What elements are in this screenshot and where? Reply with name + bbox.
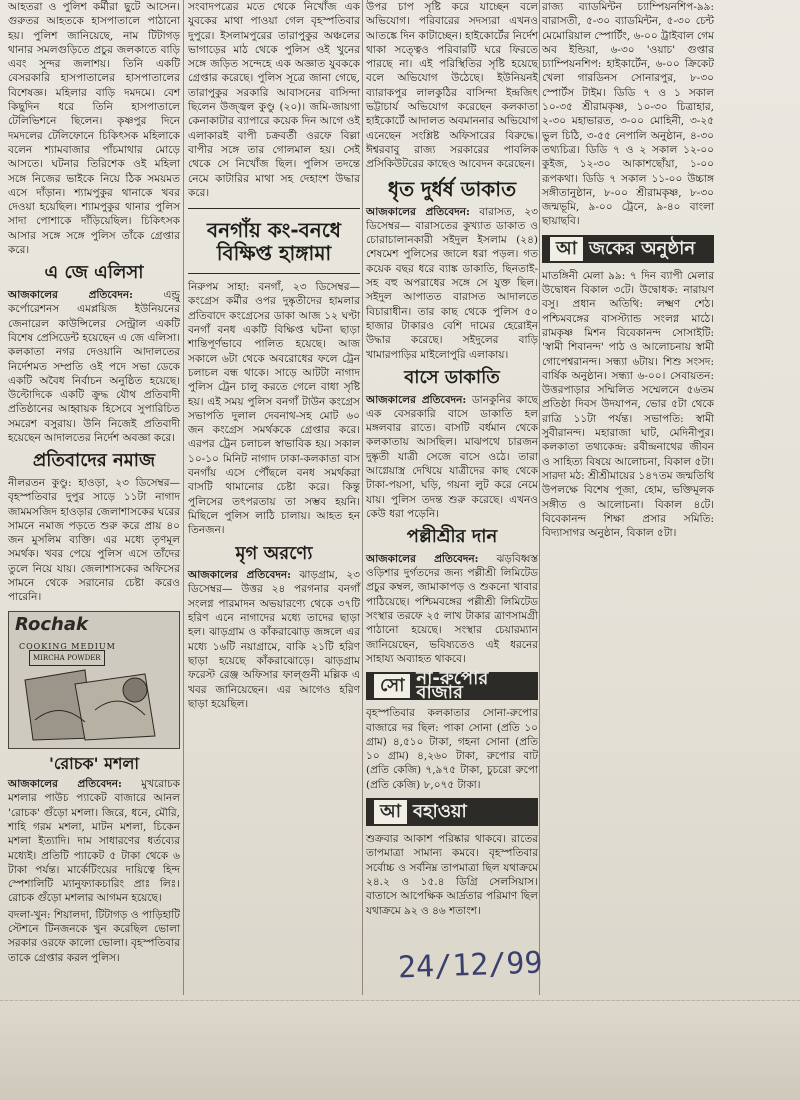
article-continued: আহতরা ও পুলিশ কর্মীরা ছুটে আসেন। গুরুতর আহতকে হাসপাতালে পাঠানো হয়। পুলিশ জানিয়েছে, নাম টিটাগড় থানার সমলগুড়িতে প্রচুর জলকাতে বাড়ি এবং সুন্দর জলাশয়। তিনি একটি বেসরকারি হাসপাতালের হাসপাতালের বিশেষজ্ঞ। মহিলার বাড়ি দমদমে। বেশ কিছুদিন ধরে তিনি হাসপাতালে টেলিভিশনে ছিলেন। কৃষ্ণপুর দিনে দমদলের টেলিফোনে চিকিৎসক মহিলাকে বলেন শ্যামবাজার পাঁচমাথার মোড়ে আসতে। ঘটনার তিরিশেক ওই মহিলা সঙ্গে নিজের ভাইকে নিয়ে ঠিক সময়মত এসে দাঁড়ান। শ্যামপুকুর থানাকে খবর দেওয়া হয়েছিল। শ্যামপুকুর থানার পুলিস সাদা পোশাকে দাঁড়িয়েছিল। চিকিৎসক আসার সঙ্গে সঙ্গে পুলিস তাঁকে গ্রেপ্তার করে। (8, 1, 180, 257)
rochak-advertisement (8, 611, 180, 749)
byline: আজকালের প্রতিবেদন: (8, 289, 134, 302)
banner-title: না-রুপোর বাজার (416, 667, 489, 704)
headline-deer-forest: মৃগ অরণ্যে (235, 542, 313, 564)
article-gold-silver-rates: বৃহস্পতিবার কলকাতার সোনা-রুপোর বাজারে দর ছিল: পাকা সোনা (প্রতি ১০ গ্রাম) ৪,৫১০ টাকা, গহনা সোনা (প্রতি ১০ গ্রাম) ৪,২৬০ টাকা, রুপোর বাট (প্রতি কেজি) ৭,৯৭৫ টাকা, চুচরো রুপো (প্রতি কেজি) ৮,০৭৫ টাকা। (366, 707, 538, 791)
article-body: ডানকুনির কাছে এক বেসরকারি বাসে ডাকাতি হল মঙ্গলবার রাতে। বাসটি বর্ধমান থেকে কলকাতায় আসছিল। মাঝপথে চারজন দুষ্কৃতী যাত্রী সেজে বাসে ওঠে। তারা আগ্নেয়াস্ত্র দেখিয়ে যাত্রীদের কাছ থেকে টাকা-পয়সা, ঘড়ি, গয়না লুট করে নেমে যায়। পুলিস তদন্ত শুরু করেছে। এখনও কেউ ধরা পড়েনি। (366, 393, 538, 520)
column-2 (188, 0, 360, 713)
article-body: ঝাড়গ্রাম, ২৩ ডিসেম্বর— উত্তর ২৪ পরগনার বনগাঁ সংলগ্ন পারমাদন অভয়ারণ্যে থেকে ৩৭টি হরিণ এনে নাগাদের মধ্যে তাদের ছাড়া হল। ঝাড়গ্রাম ও কাঁকরাঝোড় জঙ্গলে এর মধ্যে ১৬টি নয়াগ্রামে, বাকি ২১টি হরিণ ছাড়া হয়েছে কাঁকরাঝোড়ে। ঝাড়গ্রাম ফরেস্ট রেঞ্জ অফিসার ফাল্গুনী মল্লিক এ খবর জানিয়েছেন। এর আগেও হরিণ ছাড়া হয়েছিল। (188, 569, 360, 710)
article-aj-elisa (8, 288, 180, 445)
gold-silver-market-banner (366, 667, 538, 704)
headline-pallishree-donation: পল্লীশ্রীর দান (406, 526, 498, 548)
banner-title: জকের অনুষ্ঠান (589, 237, 696, 259)
headline-rochak-spice: 'রোচক' মশলা (48, 753, 140, 773)
article-continued: সংবাদপত্রের মতে থেকে নিখোঁজ এক যুবকের মাথা পাওয়া গেল বৃহস্পতিবার দুপুরে। ইসলামপুরের তারাপুকুর অঞ্চলের ভাগাড়ের মাঠ থেকে পুলিস ওই খুনের সঙ্গে জড়িত সন্দেহে এক অজ্ঞাত যুবককে গ্রেপ্তার করেছে। পুলিস সূত্রে জানা গেছে, তারাপুকুর সরকারি আবাসনের বাসিন্দা ছিলেন উজ্জ্বল কুণ্ডু (২০)। জমি-জায়গা কেনাকাটার ব্যাপারে কয়েক দিন আগে ওই এলাকারই বাপী চক্রবর্তী ওরফে বিল্লা বাপীর সঙ্গে তার গোলমাল হয়। সেই থেকে সে নিখোঁজ ছিল। পুলিস তদন্তে নেমে কাটারির মাথা সহ দেহাংশ উদ্ধার করে। (188, 1, 360, 199)
byline: আজকালের প্রতিবেদন: (188, 569, 291, 582)
weather-banner (366, 798, 538, 826)
todays-events-banner (542, 235, 714, 263)
article-bus-robbery (366, 393, 538, 522)
headline-bus-robbery: বাসে ডাকাতি (404, 366, 500, 388)
column-rule (183, 0, 184, 995)
banner-title: বহাওয়া (413, 800, 467, 822)
article-pallishree-donation (366, 552, 538, 666)
paper-margin (0, 1000, 800, 1100)
handwritten-date: 24/12/99 (397, 945, 544, 986)
column-1 (8, 0, 180, 967)
ad-product-label: MIRCHA POWDER (29, 650, 105, 666)
article-body: বারাসত, ২৩ ডিসেম্বর— বারাসতের কুখ্যাত ডাকাত ও চোরাচালানকারী সইদুল ইসলাম (২৪) শেষমেশ পুলিসের জালে ধরা পড়ল। গত কয়েক বছর ধরে ব্যাঙ্ক ডাকাতি, ছিনতাই-সহ বহু অপরাধের সঙ্গে সে যুক্ত ছিল। সইদুল আপাতত বারাসত আদালতে বিচারাধীন। তার কাছ থেকে পুলিস ৫০ হাজার টাকারও বেশি দামের হেরোইন উদ্ধার করেছে। সইদুলের বাড়ি খামারপাড়ির মাইলোপুরি এলাকায়। (366, 205, 539, 361)
headline-block (188, 208, 360, 274)
column-4 (542, 0, 714, 542)
events-listing: মাতঙ্গিনী মেলা ৯৯: ৭ দিন ব্যাপী মেলার উদ্বোধন বিকাল ৩টে। উদ্বোধক: নারায়ণ বসু। প্রধান অতিথি: লক্ষ্মণ শেঠ। পশ্চিমবঙ্গের বাসস্ট্যান্ড সংলগ্ন মাঠে। রামকৃষ্ণ মিশন বিবেকানন্দ সোসাইটি: 'স্বামী শিবানন্দ' পাঠ ও আলোচনায় স্বামী গোপেশ্বরানন্দ। সন্ধ্যা ৬টায়। শিশু সংসদ: বার্ষিক অনুষ্ঠান। সন্ধ্যা ৬-০০। সেবায়তন: উত্তরপাড়ার সম্মিলিত সম্মেলনে ৫৬তম প্রতিষ্ঠা দিবস উদযাপন, ভোর ৫টা থেকে রাত্রি ১১টা পর্যন্ত। সভাপতি: স্বামী সুবীরানন্দ। মহারাজা ঘাট, মেদিনীপুর। কলকাতা তথ্যকেন্দ্র: রবীন্দ্রনাথের জীবন ও সাহিত্য বিষয়ে আলোচনা, বিকাল ৫টা। সারদা মঠ: শ্রীশ্রীমায়ের ১৪৭তম জন্মতিথি উপলক্ষে বিশেষ পূজা, হোম, ভক্তিমূলক সঙ্গীত ও আলোচনা। বিকাল ৪টে। বিবেকানন্দ শিক্ষা প্রসার সমিতি: বিদ্যাসাগর অনুষ্ঠান, বিকাল ৫টা। (542, 269, 714, 540)
article-continued: উপর চাপ সৃষ্টি করে যাচ্ছেন বলে অভিযোগ। পরিবারের সদস্যরা এখনও আতঙ্কে দিন কাটাচ্ছেন। হাইকোর্টের নির্দেশ থাকা সত্ত্বেও পরিবারটি ঘরে ফিরতে পারছে না। এই পরিস্থিতির সৃষ্টি হয়েছে বলে অভিযোগ উঠেছে। ইউনিয়নই ব্যারাকপুর লালকুঠির বাসিন্দা ইন্দ্রজিৎ ভট্টাচার্য অভিযোগ করেছেন কলকাতা হাইকোর্টে আদালত অবমাননার অভিযোগ এনেছেন সংশ্লিষ্ট অফিসারের বিরুদ্ধে। ঈশ্বরবাবু রাজ্য সরকারের পাবলিক প্রসিকিউটরের কাছেও আবেদন করেছেন। (366, 1, 538, 171)
byline: আজকালের প্রতিবেদন: (8, 778, 122, 791)
article-protest-namaz: নীলরতন কুণ্ডু: হাওড়া, ২৩ ডিসেম্বর— বৃহস্পতিবার দুপুর সাড়ে ১১টা নাগাদ জামমসজিদ হাওড়ার জেলাশাসকের ঘরের সামনে নমাজ পড়তে শুরু করে প্রায় ৪০ জন মুসলিম ব্যক্তি। এর মধ্যে তৃণমূল সমর্থক। খবর পেয়ে পুলিস এসে তাঁদের তুলে নিয়ে যায়। জেলাশাসকের অফিসের সামনে থেকে সরানোর চেষ্টা করেও পারেনি। (8, 476, 180, 604)
ad-tagline: COOKING MEDIUM (19, 641, 116, 651)
ad-brand-logo: Rochak (15, 613, 88, 635)
byline: আজকালের প্রতিবেদন: (366, 393, 467, 406)
tv-schedule: রাজ্য ব্যাডমিন্টন চ্যাম্পিয়নশিপ-৯৯: বারাসতী, ৫-৩০ ব্যাডমিন্টন, ৫-৩০ চেন্ট মেমোরিয়াল স্পোর্টিং, ৬-০০ ট্রাইবাল গেম অব ইন্ডিয়া, ৬-৩০ 'ওয়াচ' গুপ্তার চ্যাম্পিয়নশিপ: হাইকার্টেন, ৬-০০ ক্রিকেট খেলা গারডিনস সোনারপুর, ৮-৩০ স্পোর্টস টাইম। ডিডি ৭ ও ১ সকাল ১০-৩৫ শ্রীরামকৃষ্ণ, ১০-৩০ চিত্রাহার, ২-৩০ মহাভারত, ৩-০০ মোহিনী, ৩-২৫ ভুল চিঠি, ৩-৫৫ নেপালি অনুষ্ঠান, ৪-৩০ তথ্যচিত্র। ডিডি ৭ ও ২ সকাল ১২-০০ কুইজ, ১২-৩০ আকাশছোঁয়া, ১-০০ রূপকথা। ডিডি ৭ সকাল ১১-০০ উচ্চাঙ্গ সঙ্গীতানুষ্ঠান, ৮-০০ শ্রীরামকৃষ্ণ, ৮-৩০ জন্মভূমি, ৯-০০ ট্রেনে, ৯-৪০ বাংলা ছায়াছবি। (542, 1, 714, 228)
column-rule (539, 0, 540, 995)
spice-packets-illustration (15, 660, 175, 742)
article-bongaon-bandh: নিরুপম সাহা: বনগাঁ, ২৩ ডিসেম্বর— কংগ্রেস কর্মীর ওপর দুষ্কৃতীদের হামলার প্রতিবাদে কংগ্রেসের ডাকা আজ ১২ ঘণ্টা বনগাঁ বনধ একটি বিক্ষিপ্ত ঘটনা ছাড়া শান্তিপূর্ণভাবে পালিত হয়েছে। আজ সকালে ৬টা থেকে অবরোধের ফলে ট্রেন চলাচল বন্ধ থাকে। সাড়ে আটটা নাগাদ পুলিস ট্রেন চালু করতে গেলে বাধা সৃষ্টি হয়। এই সময় পুলিস বনগাঁ টাউন কংগ্রেস সভাপতি দুলাল দেবনাথ-সহ মোট ৬০ জন কংগ্রেস সমর্থককে গ্রেপ্তার করে। এরপর ট্রেন চলাচল স্বাভাবিক হয়। সকাল ১০-১০ মিনিট নাগাদ ঢাকা-কলকাতা বাস বনগাঁয় এসে পৌঁছলে বনধ সমর্থকরা বাসটি থামানোর চেষ্টা করে। কিন্তু পুলিসের তৎপরতায় তা সম্ভব হয়নি। মিছিলে পুলিস লাঠি চালায়। আহত হন তিনজন। (188, 281, 360, 537)
column-rule (362, 0, 363, 995)
headline-protest-namaz: প্রতিবাদের নমাজ (32, 450, 156, 472)
headline-dacoit-arrested: ধৃত দুর্ধর্ষ ডাকাত (387, 176, 517, 201)
banner-initial: আ (374, 800, 407, 824)
headline-aj-elisa: এ জে এলিসা (44, 262, 144, 284)
article-deer-forest (188, 568, 360, 711)
byline: আজকালের প্রতিবেদন: (366, 552, 479, 565)
banner-initial: আ (550, 237, 583, 261)
column-3 (366, 0, 538, 920)
article-revenge-murder: বদলা-খুন: শিয়ালদা, টিটাগড় ও পাড়িহাটি স্টেশনে টিনজনকে খুন করেছিল ভোলা সরকার ওরফে কালো ভোলা। বৃহস্পতিবার তাকে গ্রেপ্তার করল পুলিস। (8, 908, 180, 964)
article-rochak-spice (8, 777, 180, 906)
banner-initial: সো (374, 674, 410, 698)
article-dacoit-arrested (366, 205, 538, 362)
article-body: এন্ড্রু কর্পোরেশনস এমপ্লয়িজ ইউনিয়নের জেনারেল কাউন্সিলের সেন্ট্রাল একটি বিশেষ প্রেসিডেন্ট হয়েছেন এ জে এলিসা। কলকাতা নগর দেওয়ানি আদালতের নির্দেশমত সম্প্রতি ওই পদে সভা ডেকে একটি অবৈধ নির্বাচন অনুষ্ঠিত হয়েছে। উল্টোদিকে একটি ক্রুদ্ধ যৌথ প্রতিবাদী প্রতিষ্ঠানের আহ্বায়ক হিসেবে সুপারিচিত সমরেশ বসুরায়। উনি নিজেই প্রতিবাদী হয়েছেন আদালতের নির্দেশ অবজ্ঞা করে। (8, 289, 181, 444)
article-weather: শুক্রবার আকাশ পরিষ্কার থাকবে। রাতের তাপমাত্রা সামান্য কমবে। বৃহস্পতিবার সর্বোচ্চ ও সর্বনিম্ন তাপমাত্রা ছিল যথাক্রমে ২৪.২ ও ১৫.৪ ডিগ্রি সেলসিয়াস। বাতাসে আপেক্ষিক আর্দ্রতার পরিমাণ ছিল যথাক্রমে ৯২ ও ৪৬ শতাংশ। (366, 833, 538, 917)
article-body: মুখরোচক মশলার পাউচ প্যাকেট বাজারে আনল 'রোচক' গুঁড়ো মশলা। জিরে, ধনে, মৌরি, শাহি গরম মশলা, মাটন মশলা, চিকেন মশলা ইত্যাদি। দাম সাধারণের ধর্তব্যের মধ্যেই। প্রতিটি প্যাকেট ৫ টাকা থেকে ৬ টাকা পর্যন্ত। মার্কেটিংয়ের দায়িত্বে হিন্দ স্পেশালিটি ম্যানুফ্যাকচারিং প্রাঃ লিঃ। রোচক গুঁড়ো মশলার আগমন হয়েছে। (8, 778, 181, 905)
byline: আজকালের প্রতিবেদন: (366, 205, 470, 218)
article-body: ঝড়বিধ্বস্ত ওড়িশার দুর্গতদের জন্য পল্লীশ্রী লিমিটেড প্রচুর কম্বল, জামাকাপড় ও শুকনো খাবার পাঠিয়েছে। পশ্চিমবঙ্গের পল্লীশ্রী লিমিটেড সংস্থার তরফে ২৫ লাখ টাকার ত্রাণসামগ্রী পাঠানো হয়েছে। সংস্থার চেয়ারম্যান জানিয়েছেন, ভবিষ্যতেও এই ধরনের সাহায্য অব্যাহত থাকবে। (366, 552, 538, 665)
headline-bongaon-bandh: বনগাঁয় কং-বনধে বিক্ষিপ্ত হাঙ্গামা (207, 218, 341, 266)
